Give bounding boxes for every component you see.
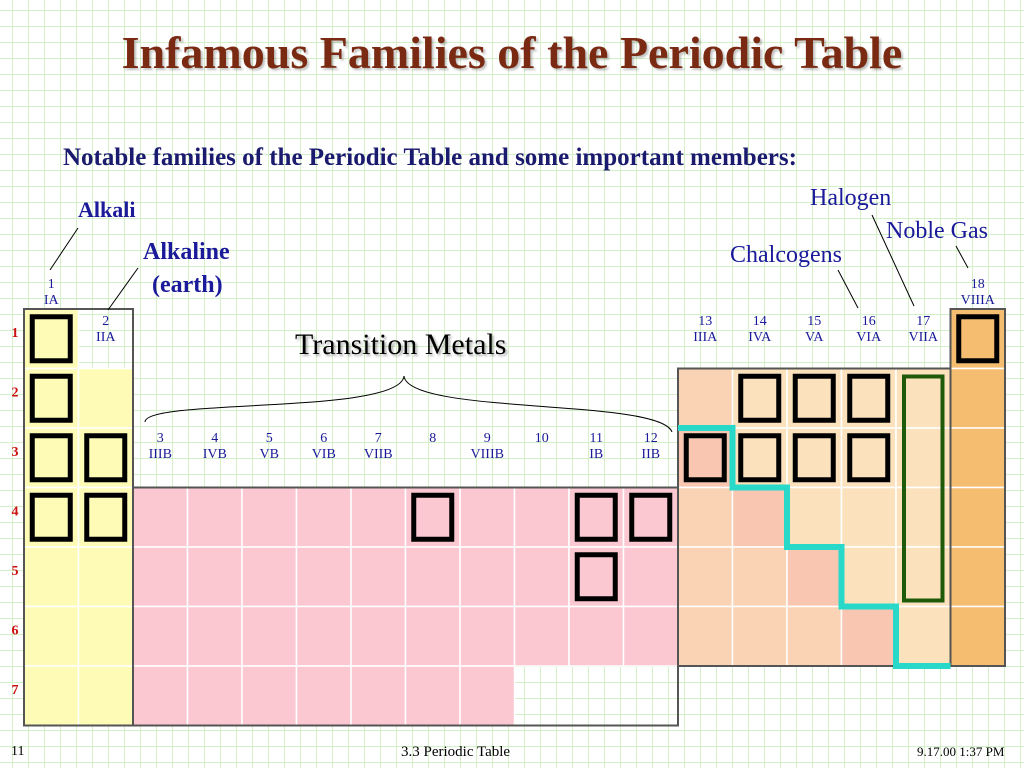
element-cell-p7-g5 — [242, 666, 297, 726]
element-cell-p6-g13 — [678, 607, 733, 667]
element-cell-p6-g11 — [569, 607, 624, 667]
element-cell-p4-g16 — [842, 488, 897, 548]
chalcogens-pointer-line — [838, 270, 858, 308]
period-number-label: 1 — [11, 325, 19, 341]
element-cell-p4-g10 — [515, 488, 570, 548]
transition-metals-brace — [145, 376, 672, 432]
element-cell-p6-g7 — [351, 607, 406, 667]
element-cell-p4-g15 — [787, 488, 842, 548]
alkaline-label-line2: (earth) — [152, 272, 223, 298]
transition-metals-label: Transition Metals — [295, 328, 507, 361]
element-cell-p6-g17 — [896, 607, 951, 667]
element-cell-p4-g18 — [951, 488, 1006, 548]
element-cell-p7-g4 — [188, 666, 243, 726]
element-cell-p6-g15 — [787, 607, 842, 667]
element-cell-p6-g4 — [188, 607, 243, 667]
element-cell-p5-g6 — [297, 547, 352, 607]
group-number-label: 4 — [211, 431, 219, 446]
element-cell-p6-g16 — [842, 607, 897, 667]
element-cell-p6-g14 — [733, 607, 788, 667]
noble-gas-label: Noble Gas — [886, 218, 988, 244]
group-roman-label: VB — [259, 447, 279, 462]
group-roman-label: VA — [805, 330, 824, 345]
element-cell-p4-g3 — [133, 488, 188, 548]
group-number-label: 7 — [374, 431, 382, 446]
element-cell-p4-g14 — [733, 488, 788, 548]
group-roman-label: IIB — [641, 447, 661, 462]
group-number-label: 18 — [970, 277, 985, 292]
element-cell-p5-g4 — [188, 547, 243, 607]
element-cell-p6-g5 — [242, 607, 297, 667]
group-roman-label: VIA — [856, 330, 882, 345]
group-roman-label: VIIA — [908, 330, 939, 345]
group-roman-label: VIB — [311, 447, 336, 462]
element-cell-p6-g2 — [79, 607, 134, 667]
period-number-label: 4 — [11, 504, 19, 520]
element-cell-p5-g2 — [79, 547, 134, 607]
element-cell-p6-g12 — [624, 607, 679, 667]
group-number-label: 17 — [916, 314, 931, 329]
element-cell-p4-g7 — [351, 488, 406, 548]
element-cell-p5-g14 — [733, 547, 788, 607]
group-number-label: 16 — [861, 314, 876, 329]
element-cell-p5-g8 — [406, 547, 461, 607]
element-cell-p7-g6 — [297, 666, 352, 726]
element-cell-p6-g10 — [515, 607, 570, 667]
element-cell-p6-g3 — [133, 607, 188, 667]
element-cell-p7-g3 — [133, 666, 188, 726]
element-cell-p6-g1 — [24, 607, 79, 667]
group-number-label: 9 — [483, 431, 491, 446]
group-number-label: 3 — [156, 431, 164, 446]
group-roman-label: IIIB — [148, 447, 172, 462]
element-cell-p4-g5 — [242, 488, 297, 548]
element-cell-p4-g4 — [188, 488, 243, 548]
element-cell-p7-g1 — [24, 666, 79, 726]
group-number-label: 5 — [265, 431, 273, 446]
group-number-label: 13 — [698, 314, 713, 329]
element-cell-p6-g6 — [297, 607, 352, 667]
group-roman-label: VIIB — [363, 447, 393, 462]
group-number-label: 2 — [102, 314, 110, 329]
chalcogens-label: Chalcogens — [730, 242, 842, 268]
element-cell-p5-g3 — [133, 547, 188, 607]
period-number-label: 3 — [11, 444, 19, 460]
group-number-label: 12 — [643, 431, 658, 446]
group-number-label: 8 — [429, 431, 437, 446]
element-cell-p7-g2 — [79, 666, 134, 726]
alkaline-label-line1: Alkaline — [143, 239, 230, 265]
group-roman-label: IIIA — [693, 330, 718, 345]
halogen-pointer-line — [872, 215, 914, 306]
element-cell-p3-g18 — [951, 428, 1006, 488]
element-cell-p5-g9 — [460, 547, 515, 607]
element-cell-p6-g8 — [406, 607, 461, 667]
element-cell-p7-g7 — [351, 666, 406, 726]
footer-section: 3.3 Periodic Table — [401, 744, 511, 760]
element-cell-p5-g15 — [787, 547, 842, 607]
element-cell-p4-g9 — [460, 488, 515, 548]
group-roman-label: IIA — [96, 330, 116, 345]
element-cell-p5-g12 — [624, 547, 679, 607]
element-cell-p5-g16 — [842, 547, 897, 607]
group-roman-label: IVA — [748, 330, 772, 345]
group-number-label: 6 — [320, 431, 328, 446]
group-roman-label: IVB — [202, 447, 227, 462]
period-number-label: 5 — [11, 563, 19, 579]
period-number-label: 2 — [11, 385, 19, 401]
element-cell-p5-g18 — [951, 547, 1006, 607]
element-cell-p5-g10 — [515, 547, 570, 607]
slide-subtitle: Notable families of the Periodic Table and some important members: — [63, 144, 797, 171]
group-number-label: 14 — [752, 314, 767, 329]
element-cell-p6-g9 — [460, 607, 515, 667]
element-cell-p5-g5 — [242, 547, 297, 607]
element-cell-p5-g1 — [24, 547, 79, 607]
period-number-label: 6 — [11, 623, 19, 639]
element-cell-p2-g13 — [678, 369, 733, 429]
footer-date: 9.17.00 1:37 PM — [917, 744, 1005, 759]
alkali-label: Alkali — [78, 197, 136, 222]
group-number-label: 15 — [807, 314, 822, 329]
element-cell-p5-g7 — [351, 547, 406, 607]
group-number-label: 11 — [589, 431, 603, 446]
element-cell-p7-g8 — [406, 666, 461, 726]
element-cell-p7-g9 — [460, 666, 515, 726]
group-roman-label: VIIIB — [470, 447, 504, 462]
group-roman-label: VIIIA — [960, 293, 995, 308]
element-cell-p4-g6 — [297, 488, 352, 548]
group-roman-label: IA — [43, 293, 59, 308]
element-cell-p2-g18 — [951, 369, 1006, 429]
element-cell-p5-g13 — [678, 547, 733, 607]
footer-page-number: 11 — [11, 744, 25, 759]
alkali-pointer-line — [50, 228, 78, 270]
noble-gas-pointer-line — [956, 246, 968, 268]
group-number-label: 10 — [534, 431, 549, 446]
element-cell-p4-g13 — [678, 488, 733, 548]
halogen-label: Halogen — [810, 185, 892, 211]
group-roman-label: IB — [589, 447, 604, 462]
element-cell-p6-g18 — [951, 607, 1006, 667]
slide-title: Infamous Families of the Periodic Table — [121, 27, 903, 78]
element-cell-p2-g2 — [79, 369, 134, 429]
group-number-label: 1 — [47, 277, 55, 292]
alkaline-pointer-line — [108, 268, 138, 310]
period-number-label: 7 — [11, 682, 19, 698]
